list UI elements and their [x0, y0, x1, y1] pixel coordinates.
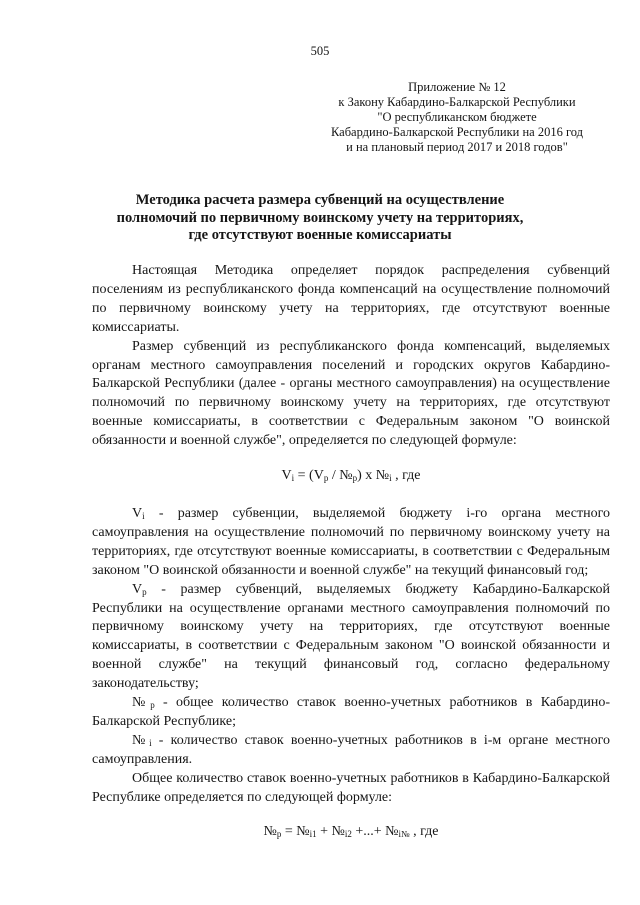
title-line: полномочий по первичному воинскому учету на территориях,: [116, 209, 524, 226]
paragraph-total-rates: Общее количество ставок военно-учетных работников в Кабардино-Балкарской Республике определяется по следующей формуле:: [92, 770, 610, 805]
appendix-line: Кабардино-Балкарской Республики на 2016 год: [330, 125, 584, 139]
appendix-line: и на плановый период 2017 и 2018 годов": [346, 140, 568, 154]
definition-vp: $V_р$ - размер субвенций, выделяемых бюджету Кабардино-Балкарской Республики на осуществление органами местного самоуправления полномочий по первичному воинскому учету на территориях, где отсутствуют военные комиссариаты, в соответствии с Федеральным законом "О воинской обязанности и военной службе" на текущий финансовый год, согласно федеральному законодательству;: [92, 581, 610, 692]
paragraph-intro: Настоящая Методика определяет порядок распределения субвенций поселениям из республиканского фонда компенсаций на осуществление полномочий по первичному воинскому учету на территориях, где отсутствуют военные комиссариаты.: [92, 263, 610, 335]
title-line: Методика расчета размера субвенций на осуществление: [135, 192, 505, 208]
document-body: [92, 262, 610, 842]
page-number: 505: [310, 44, 330, 58]
appendix-header: [312, 80, 602, 155]
document-title: [100, 192, 540, 245]
title-line: где отсутствуют военные комиссариаты: [188, 227, 452, 243]
paragraph-subvention-size: Размер субвенций из республиканского фонда компенсаций, выделяемых органам местного самоуправления поселений и городских округов Кабардино-Балкарской Республики (далее - органы местного самоуправления) на осуществление полномочий по первичному воинскому учету на территориях, где отсутствуют военные комиссариаты, в соответствии с Федеральным законом "О воинской обязанности и военной службе", определяется по следующей формуле:: [92, 338, 610, 449]
definition-np: $№_р$ - общее количество ставок военно-учетных работников в Кабардино-Балкарской Республике;: [92, 695, 610, 729]
appendix-line: Приложение № 12: [408, 80, 506, 94]
formula-subvention: $V_i = (V_р$ / $№_р$) х $№_i$ , где: [281, 468, 421, 484]
appendix-line: к Закону Кабардино-Балкарской Республики: [338, 95, 576, 109]
definition-ni: $№_i$ - количество ставок военно-учетных работников в i-м органе местного самоуправления.: [92, 732, 610, 767]
definition-vi: $V_i$ - размер субвенции, выделяемой бюджету i-го органа местного самоуправления на осуществление полномочий по первичному воинскому учету на территориях, где отсутствуют военные комиссариаты, в соответствии с Федеральным законом "О воинской обязанности и военной службе" на текущий финансовый год;: [92, 505, 610, 578]
formula-total-rates: $№_р$ = $№_{i1}$ + $№_{i2}$ +...+ $№_{i№}$ , где: [263, 824, 439, 840]
appendix-line: "О республиканском бюджете: [377, 110, 537, 124]
